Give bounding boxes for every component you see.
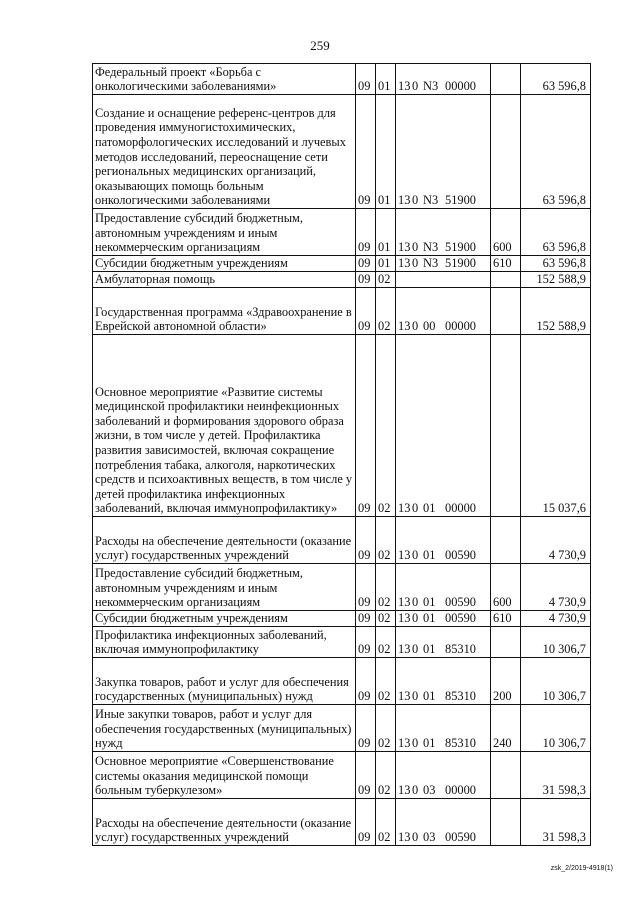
target-item-code-part: 01 [423,595,436,610]
target-item-code-part: 85310 [445,642,476,657]
page-number: 259 [310,38,330,53]
target-item-code-cell [396,658,491,705]
target-item-code-part: 0 [412,689,419,704]
subsection-code-cell: 02 [376,564,396,611]
target-item-code-cell [396,95,491,209]
section-code-cell: 09 [356,627,376,658]
expense-type-code-cell [491,272,521,288]
expense-type-code-cell [491,335,521,517]
subsection-code-cell: 02 [376,799,396,846]
target-item-code-part: 01 [423,736,436,751]
table-row [93,752,591,799]
expense-name-cell: Амбулаторная помощь [93,272,356,288]
expense-name-cell: Профилактика инфекционных заболеваний, включая иммунопрофилактику [93,627,356,658]
expense-name-cell: Предоставление субсидий бюджетным, автономным учреждениям и иным некоммерческим организациям [93,564,356,611]
target-item-code-part: 13 [398,256,411,271]
target-item-code-cell [396,517,491,564]
target-item-code-part: N3 [423,256,439,271]
expense-type-code-cell: 610 [491,256,521,272]
budget-table [92,63,591,846]
expense-name-cell: Основное мероприятие «Совершенствование системы оказания медицинской помощи больным туберкулезом» [93,752,356,799]
target-item-code-part: 0 [412,79,419,94]
expense-type-code-cell: 200 [491,658,521,705]
document-footer-code: zsk_2/2019-4918(1) [550,865,613,872]
amount-cell: 152 588,9 [521,272,591,288]
table-row [93,705,591,752]
expense-name-cell: Иные закупки товаров, работ и услуг для обеспечения государственных (муниципальных) нужд [93,705,356,752]
target-item-code-part: 13 [398,783,411,798]
target-item-code-part: N3 [423,240,439,255]
target-item-code-cell [396,288,491,335]
section-code-cell: 09 [356,95,376,209]
table-row [93,611,591,627]
expense-type-code-cell: 600 [491,564,521,611]
target-item-code-part: 03 [423,783,436,798]
subsection-code-cell: 02 [376,627,396,658]
table-row [93,335,591,517]
target-item-code-part: 0 [412,193,419,208]
amount-cell: 152 588,9 [521,288,591,335]
section-code-cell: 09 [356,288,376,335]
target-item-code-cell [396,799,491,846]
target-item-code-part: 00590 [445,830,476,845]
expense-type-code-cell [491,64,521,95]
target-item-code-part: 00590 [445,611,476,626]
amount-cell: 63 596,8 [521,64,591,95]
subsection-code-cell: 02 [376,517,396,564]
subsection-code-cell: 02 [376,288,396,335]
table-row [93,64,591,95]
target-item-code-part: 13 [398,611,411,626]
table-row [93,658,591,705]
amount-cell: 10 306,7 [521,658,591,705]
subsection-code-cell: 02 [376,611,396,627]
table-row [93,627,591,658]
target-item-code-part: N3 [423,79,439,94]
target-item-code-part: N3 [423,193,439,208]
target-item-code-part: 01 [423,611,436,626]
target-item-code-part: 0 [412,736,419,751]
expense-type-code-cell [491,95,521,209]
subsection-code-cell: 02 [376,335,396,517]
expense-name-cell: Закупка товаров, работ и услуг для обеспечения государственных (муниципальных) нужд [93,658,356,705]
expense-name-cell: Расходы на обеспечение деятельности (оказание услуг) государственных учреждений [93,799,356,846]
section-code-cell: 09 [356,517,376,564]
amount-cell: 4 730,9 [521,564,591,611]
subsection-code-cell: 02 [376,752,396,799]
amount-cell: 31 598,3 [521,799,591,846]
target-item-code-part: 13 [398,319,411,334]
amount-cell: 63 596,8 [521,256,591,272]
amount-cell: 10 306,7 [521,705,591,752]
section-code-cell: 09 [356,272,376,288]
target-item-code-part: 00 [423,319,436,334]
subsection-code-cell: 01 [376,256,396,272]
target-item-code-part: 85310 [445,736,476,751]
target-item-code-part: 0 [412,783,419,798]
target-item-code-part: 85310 [445,689,476,704]
section-code-cell: 09 [356,256,376,272]
table-row [93,256,591,272]
table-row [93,95,591,209]
target-item-code-cell [396,335,491,517]
expense-name-cell: Создание и оснащение референс-центров для проведения иммуногистохимических, патоморфологических исследований и лучевых методов исследований, переоснащение сети региональных медицинских организаций, оказывающих помощь больным онкологическими заболеваниями [93,95,356,209]
table-row [93,272,591,288]
target-item-code-part: 13 [398,642,411,657]
target-item-code-part: 51900 [445,256,476,271]
expense-type-code-cell: 240 [491,705,521,752]
expense-type-code-cell: 600 [491,209,521,256]
target-item-code-part: 0 [412,501,419,516]
subsection-code-cell: 02 [376,272,396,288]
amount-cell: 15 037,6 [521,335,591,517]
amount-cell: 63 596,8 [521,95,591,209]
target-item-code-part: 0 [412,595,419,610]
target-item-code-part: 0 [412,611,419,626]
target-item-code-part: 13 [398,193,411,208]
expense-name-cell: Предоставление субсидий бюджетным, автономным учреждениям и иным некоммерческим организациям [93,209,356,256]
target-item-code-part: 13 [398,830,411,845]
target-item-code-part: 13 [398,501,411,516]
expense-name-cell: Субсидии бюджетным учреждениям [93,611,356,627]
target-item-code-part: 03 [423,830,436,845]
section-code-cell: 09 [356,799,376,846]
target-item-code-cell [396,627,491,658]
target-item-code-cell [396,564,491,611]
target-item-code-cell [396,64,491,95]
section-code-cell: 09 [356,335,376,517]
amount-cell: 31 598,3 [521,752,591,799]
target-item-code-part: 00590 [445,595,476,610]
expense-name-cell: Основное мероприятие «Развитие системы медицинской профилактики неинфекционных заболеваний и формирования здорового образа жизни, в том числе у детей. Профилактика развития зависимостей, включая сокращение потребления табака, алкоголя, наркотических средств и психоактивных веществ, в том числе у детей профилактика инфекционных заболеваний, включая иммунопрофилактику» [93,335,356,517]
target-item-code-part: 13 [398,79,411,94]
target-item-code-part: 01 [423,501,436,516]
target-item-code-cell [396,752,491,799]
target-item-code-cell [396,209,491,256]
target-item-code-part: 00000 [445,501,476,516]
target-item-code-part: 13 [398,548,411,563]
amount-cell: 4 730,9 [521,517,591,564]
expense-type-code-cell: 610 [491,611,521,627]
target-item-code-part: 00000 [445,319,476,334]
target-item-code-cell [396,705,491,752]
subsection-code-cell: 01 [376,209,396,256]
section-code-cell: 09 [356,658,376,705]
target-item-code-part: 01 [423,642,436,657]
target-item-code-part: 01 [423,548,436,563]
table-row [93,209,591,256]
target-item-code-part: 0 [412,319,419,334]
expense-type-code-cell [491,627,521,658]
section-code-cell: 09 [356,564,376,611]
target-item-code-cell [396,256,491,272]
expense-type-code-cell [491,517,521,564]
target-item-code-cell [396,611,491,627]
expense-name-cell: Федеральный проект «Борьба с онкологическими заболеваниями» [93,64,356,95]
target-item-code-part: 13 [398,689,411,704]
target-item-code-part: 51900 [445,193,476,208]
amount-cell: 4 730,9 [521,611,591,627]
expense-type-code-cell [491,288,521,335]
section-code-cell: 09 [356,611,376,627]
table-row [93,799,591,846]
table-row [93,517,591,564]
amount-cell: 10 306,7 [521,627,591,658]
target-item-code-cell [396,272,491,288]
target-item-code-part: 00590 [445,548,476,563]
subsection-code-cell: 02 [376,658,396,705]
amount-cell: 63 596,8 [521,209,591,256]
target-item-code-part: 00000 [445,79,476,94]
section-code-cell: 09 [356,209,376,256]
table-row [93,564,591,611]
subsection-code-cell: 02 [376,705,396,752]
target-item-code-part: 13 [398,736,411,751]
target-item-code-part: 0 [412,256,419,271]
target-item-code-part: 0 [412,240,419,255]
target-item-code-part: 0 [412,548,419,563]
expense-name-cell: Государственная программа «Здравоохранение в Еврейской автономной области» [93,288,356,335]
target-item-code-part: 13 [398,240,411,255]
expense-type-code-cell [491,752,521,799]
section-code-cell: 09 [356,64,376,95]
section-code-cell: 09 [356,705,376,752]
subsection-code-cell: 01 [376,64,396,95]
target-item-code-part: 0 [412,642,419,657]
target-item-code-part: 01 [423,689,436,704]
expense-name-cell: Субсидии бюджетным учреждениям [93,256,356,272]
table-row [93,288,591,335]
section-code-cell: 09 [356,752,376,799]
target-item-code-part: 00000 [445,783,476,798]
target-item-code-part: 51900 [445,240,476,255]
subsection-code-cell: 01 [376,95,396,209]
expense-type-code-cell [491,799,521,846]
target-item-code-part: 0 [412,830,419,845]
expense-name-cell: Расходы на обеспечение деятельности (оказание услуг) государственных учреждений [93,517,356,564]
target-item-code-part: 13 [398,595,411,610]
